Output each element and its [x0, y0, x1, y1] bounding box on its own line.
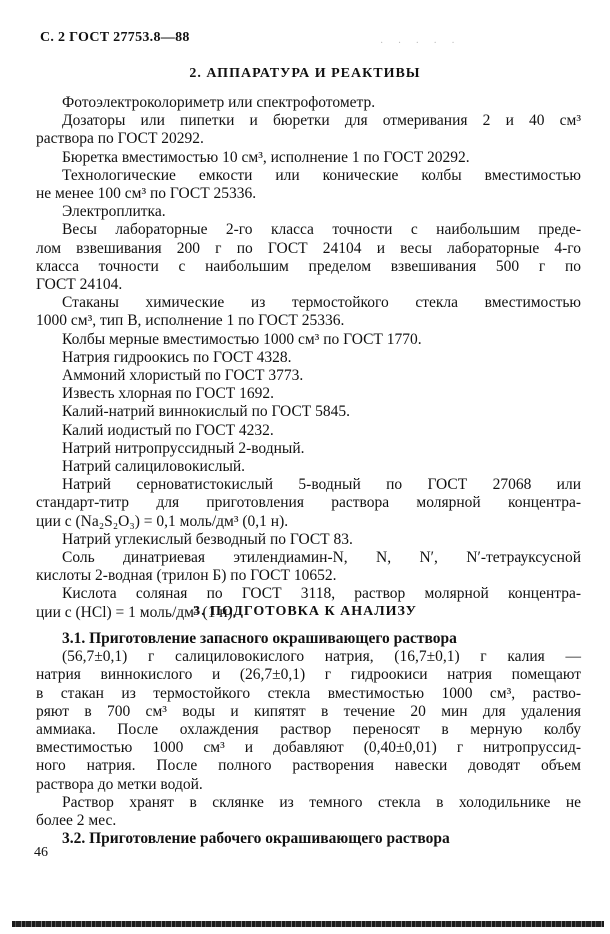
reagent-item	[36, 221, 581, 294]
reagent-item-line: класса точности с наибольшим пределом взвешивания 500 г по	[36, 257, 581, 275]
scan-specks: · · · · ·	[380, 38, 461, 49]
paragraph-line: вместимостью 1000 см³ и добавляют (0,40±0,01) г нитропруссид-	[36, 739, 581, 757]
paragraph-line: натрия виннокислого и (26,7±0,1) г гидроокиси натрия помещают	[36, 666, 581, 684]
reagent-item-line: Весы лабораторные 2-го класса точности с наибольшим преде-	[62, 221, 581, 239]
reagent-item-line: Натрий нитропруссидный 2-водный.	[62, 439, 305, 457]
reagent-item-line: Колбы мерные вместимостью 1000 см³ по ГОСТ 1770.	[62, 330, 422, 348]
reagent-item-line: стандарт-титр для приготовления раствора молярной концентра-	[36, 494, 581, 512]
reagent-item-line: Фотоэлектроколориметр или спектрофотометр.	[62, 94, 376, 111]
paragraph-line: более 2 мес.	[36, 812, 117, 830]
reagent-item-line: Натрий серноватистокислый 5-водный по ГОСТ 27068 или	[62, 476, 581, 494]
reagent-item	[36, 403, 581, 421]
scan-edge-bar	[12, 921, 604, 927]
reagent-item	[36, 331, 581, 349]
reagent-item-line: Кислота соляная по ГОСТ 3118, раствор молярной концентра-	[62, 585, 581, 603]
reagent-item	[36, 549, 581, 585]
reagent-item	[36, 294, 581, 330]
paragraph-line: ряют в 700 см³ воды и кипятят в течение 20 мин для удаления	[36, 702, 581, 720]
reagent-item-line: раствора по ГОСТ 20292.	[36, 130, 204, 148]
section-3-title: 3. ПОДГОТОВКА К АНАЛИЗУ	[193, 604, 417, 619]
section-2-body	[36, 94, 581, 622]
page-number: 46	[34, 845, 48, 860]
page-header: С. 2 ГОСТ 27753.8—88	[40, 30, 190, 45]
reagent-item	[36, 385, 581, 403]
reagent-item	[36, 203, 581, 221]
reagent-item	[36, 149, 581, 167]
section-2-title: 2. АППАРАТУРА И РЕАКТИВЫ	[189, 66, 421, 81]
reagent-item	[36, 422, 581, 440]
reagent-item-line: Стаканы химические из термостойкого стекла вместимостью	[62, 294, 581, 312]
reagent-item-line: кислоты 2-водная (трилон Б) по ГОСТ 10652.	[36, 567, 337, 585]
reagent-item-line: Технологические емкости или конические колбы вместимостью	[62, 166, 581, 184]
reagent-item-line: Соль динатриевая этилендиамин-N, N, N′, N′-тетрауксусной	[62, 549, 581, 567]
paragraph-line: (56,7±0,1) г салициловокислого натрия, (16,7±0,1) г калия —	[62, 648, 581, 666]
subsection-3-1-storage-paragraph	[36, 794, 581, 830]
reagent-item-line: Известь хлорная по ГОСТ 1692.	[62, 385, 275, 403]
reagent-item-line: Электроплитка.	[62, 203, 166, 221]
reagent-item	[36, 531, 581, 549]
reagent-item-line: ГОСТ 24104.	[36, 276, 123, 294]
reagent-item	[36, 367, 581, 385]
subsection-3-1-heading: 3.1. Приготовление запасного окрашивающего раствора	[62, 630, 457, 647]
paragraph-line: Раствор хранят в склянке из темного стекла в холодильнике не	[62, 793, 581, 811]
reagent-item	[36, 440, 581, 458]
section-3-body	[36, 630, 581, 848]
reagent-item-line: Дозаторы или пипетки и бюретки для отмеривания 2 и 40 см³	[62, 112, 581, 130]
paragraph-line: аммиака. После охлаждения раствор переносят в мерную колбу	[36, 721, 581, 739]
reagent-item-line: Калий иодистый по ГОСТ 4232.	[62, 421, 274, 439]
reagent-item-line: ции c (HCl) = 1 моль/дм³ (1 н).	[36, 603, 237, 621]
reagent-item-line: не менее 100 см³ по ГОСТ 25336.	[36, 185, 257, 203]
subsection-3-2-heading: 3.2. Приготовление рабочего окрашивающего раствора	[62, 830, 450, 848]
reagent-item-line: Аммоний хлористый по ГОСТ 3773.	[62, 367, 304, 385]
reagent-item	[36, 94, 581, 112]
reagent-item	[36, 167, 581, 203]
reagent-item-line: лом взвешивания 200 г по ГОСТ 24104 и весы лабораторные 4-го	[36, 239, 581, 257]
reagent-item-line: 1000 см³, тип В, исполнение 1 по ГОСТ 25336.	[36, 312, 345, 330]
reagent-item	[36, 349, 581, 367]
paragraph-line: в стакан из термостойкого стекла вместимостью 1000 см³, раство-	[36, 684, 581, 702]
reagent-item	[36, 458, 581, 476]
reagent-item-line: Натрий углекислый безводный по ГОСТ 83.	[62, 530, 353, 548]
reagent-item-line: Бюретка вместимостью 10 см³, исполнение 1 по ГОСТ 20292.	[62, 148, 470, 166]
subsection-3-1-paragraph	[36, 648, 581, 794]
reagent-item-line: ции c (Na₂S₂O₃) = 0,1 моль/дм³ (0,1 н).	[36, 512, 289, 530]
reagent-item	[36, 476, 581, 531]
reagent-item	[36, 112, 581, 148]
reagent-item-line: Калий-натрий виннокислый по ГОСТ 5845.	[62, 403, 350, 421]
paragraph-line: раствора до метки водой.	[36, 775, 203, 793]
paragraph-line: ного натрия. После полного растворения навески доводят объем	[36, 757, 581, 775]
reagent-item-line: Натрия гидроокись по ГОСТ 4328.	[62, 348, 292, 366]
reagent-item-line: Натрий салициловокислый.	[62, 458, 246, 476]
